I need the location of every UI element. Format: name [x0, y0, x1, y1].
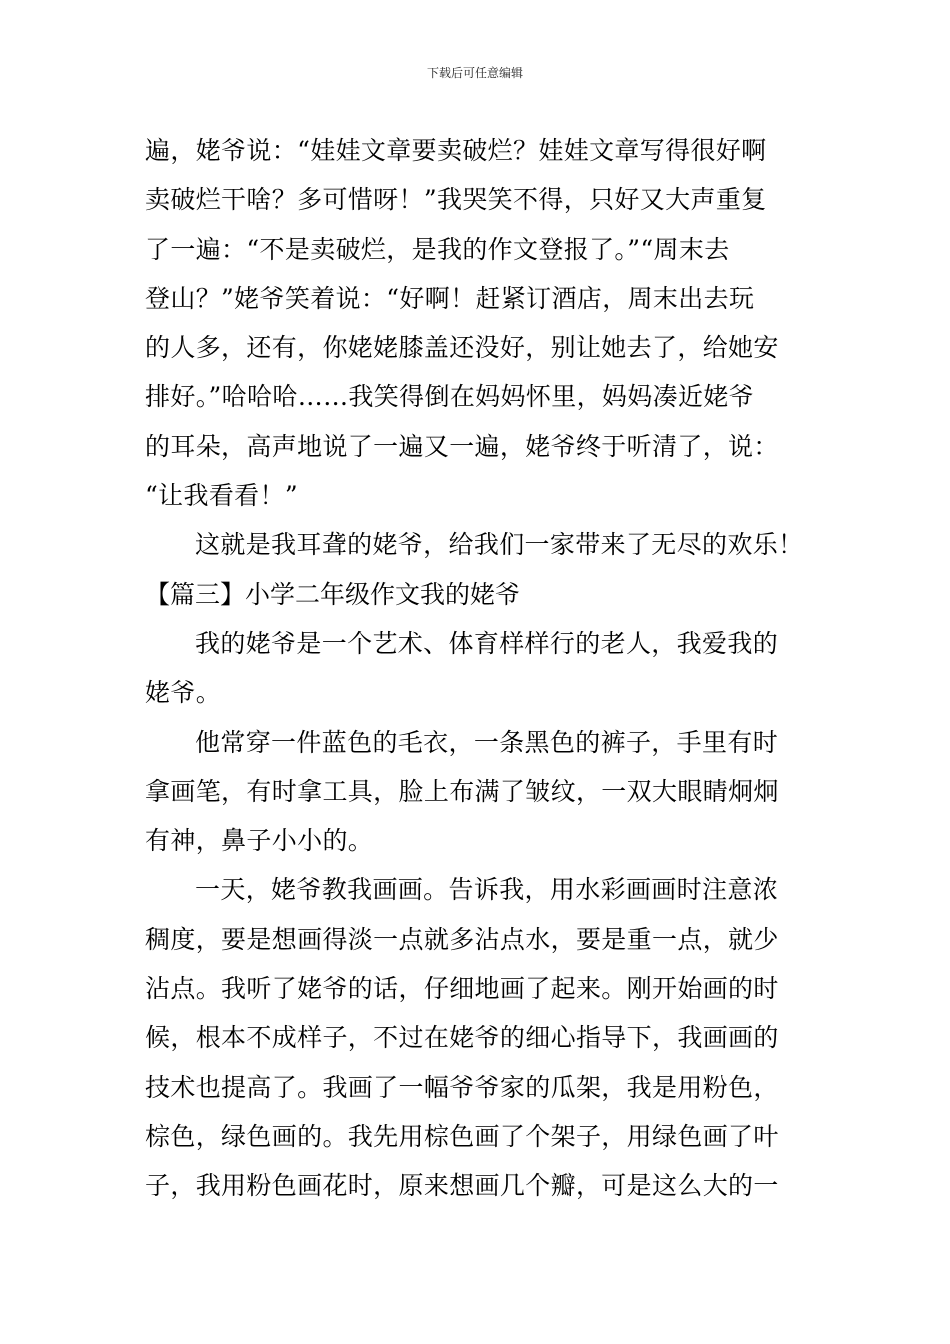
text-line: 这就是我耳聋的姥爷，给我们一家带来了无尽的欢乐！	[195, 530, 804, 560]
document-body	[145, 126, 810, 1211]
text-line: 技术也提高了。我画了一幅爷爷家的瓜架，我是用粉色，	[145, 1072, 779, 1102]
text-line: 登山？”姥爷笑着说：“好啊！赶紧订酒店，周末出去玩	[145, 283, 755, 313]
text-line: 候，根本不成样子，不过在姥爷的细心指导下，我画画的	[145, 1023, 779, 1053]
text-line: 子，我用粉色画花时，原来想画几个瓣，可是这么大的一	[145, 1171, 779, 1201]
text-line: 姥爷。	[145, 678, 222, 708]
text-line: 遍，姥爷说：“娃娃文章要卖破烂？娃娃文章写得很好啊	[145, 136, 767, 165]
text-line: 排好。”哈哈哈……我笑得倒在妈妈怀里，妈妈凑近姥爷	[145, 382, 755, 412]
text-line: 棕色，绿色画的。我先用棕色画了个架子，用绿色画了叶	[145, 1121, 779, 1151]
text-line: 一天，姥爷教我画画。告诉我，用水彩画画时注意浓	[195, 875, 779, 905]
page-header: 下载后可任意编辑	[426, 66, 523, 80]
text-line: 了一遍：“不是卖破烂，是我的作文登报了。”“周末去	[145, 234, 730, 264]
text-line: 稠度，要是想画得淡一点就多沾点水，要是重一点，就少	[145, 924, 779, 954]
text-line: 的人多，还有，你姥姥膝盖还没好，别让她去了，给她安	[145, 333, 779, 363]
section-heading: 【篇三】小学二年级作文我的姥爷	[145, 579, 521, 609]
text-line: 卖破烂干啥？多可惜呀！”我哭笑不得，只好又大声重复	[145, 185, 767, 215]
text-line: 我的姥爷是一个艺术、体育样样行的老人，我爱我的	[195, 628, 779, 658]
text-line: 他常穿一件蓝色的毛衣，一条黑色的裤子，手里有时	[195, 727, 779, 757]
text-line: 有神，鼻子小小的。	[145, 826, 374, 856]
text-line: 的耳朵，高声地说了一遍又一遍，姥爷终于听清了，说：	[145, 431, 779, 461]
text-line: 沾点。我听了姥爷的话，仔细地画了起来。刚开始画的时	[145, 974, 779, 1004]
text-line: 拿画笔，有时拿工具，脸上布满了皱纹，一双大眼睛炯炯	[145, 776, 779, 806]
text-line: “让我看看！”	[145, 481, 299, 511]
